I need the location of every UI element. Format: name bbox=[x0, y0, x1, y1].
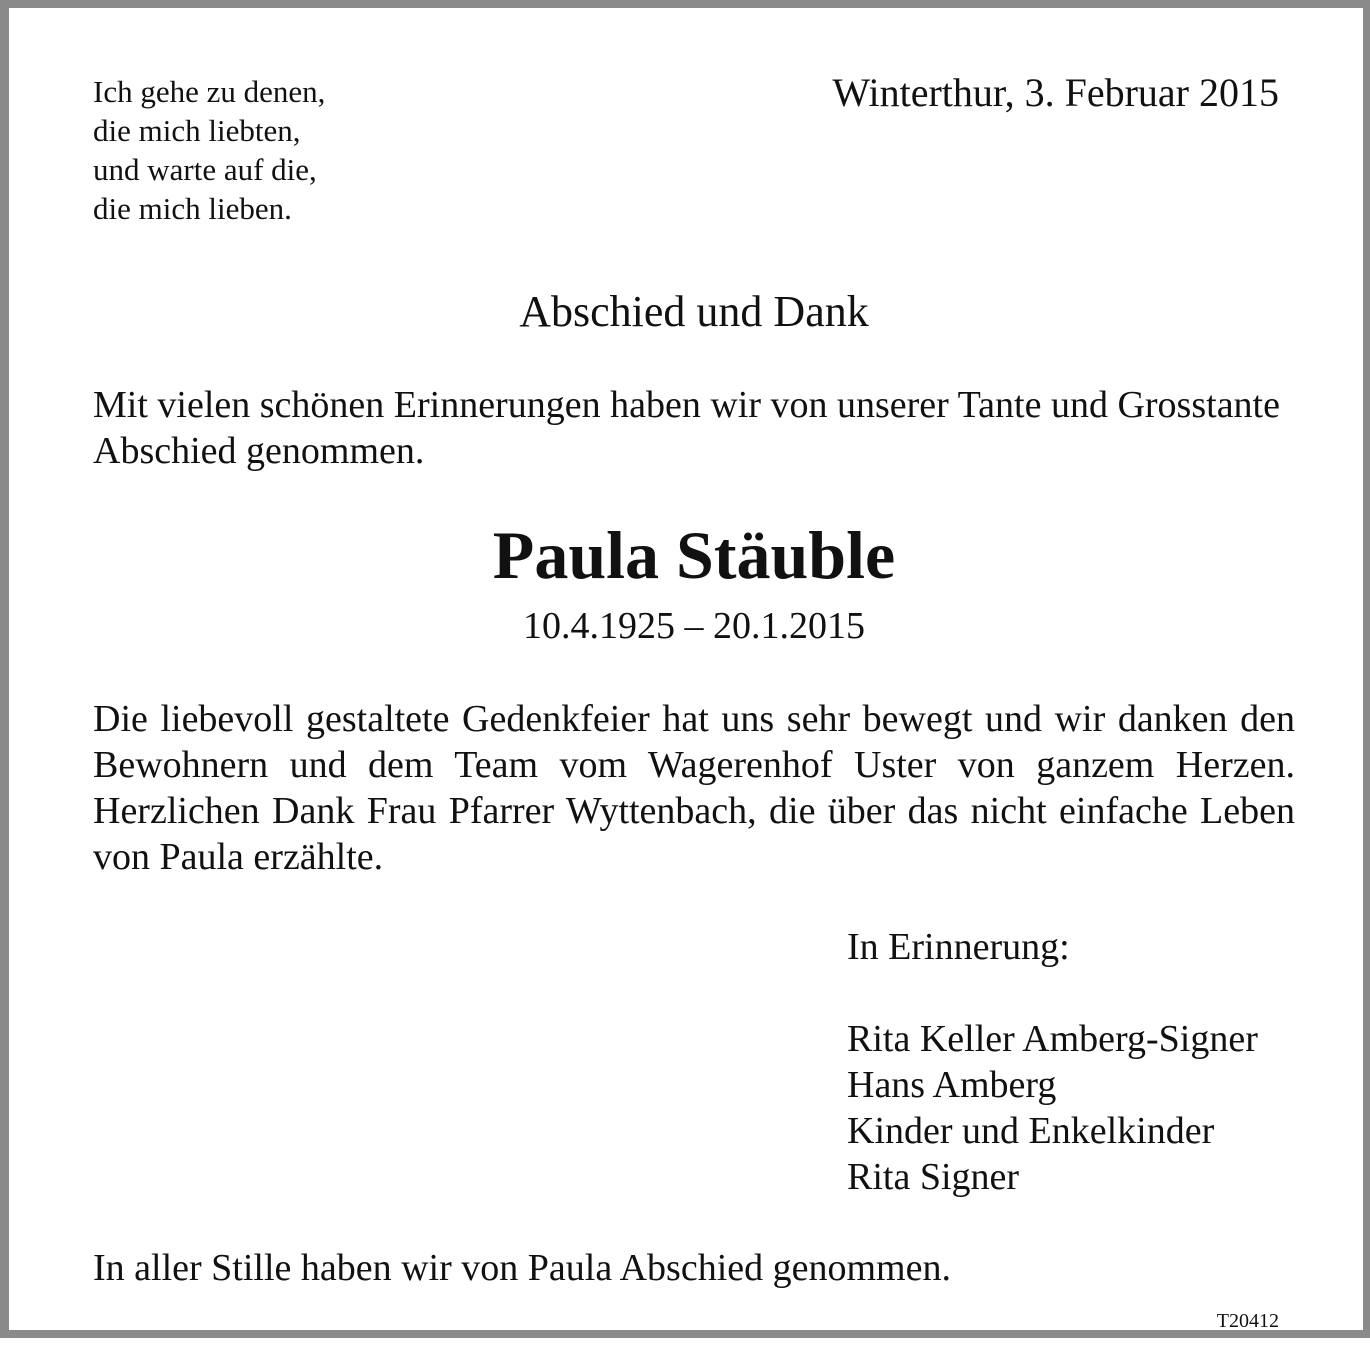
signer-name: Rita Signer bbox=[847, 1156, 1020, 1198]
motto-line: Ich gehe zu denen, bbox=[93, 74, 326, 109]
motto-line: und warte auf die, bbox=[93, 152, 317, 187]
signature-block bbox=[847, 924, 1258, 1200]
motto-poem bbox=[93, 72, 325, 228]
motto-line: die mich lieben. bbox=[93, 191, 292, 226]
intro-text: Mit vielen schönen Erinnerungen haben wir von unserer Tante und Grosstante Abschied genommen. bbox=[93, 384, 1280, 472]
motto-line: die mich liebten, bbox=[93, 113, 301, 148]
thanks-text: Die liebevoll gestaltete Gedenkfeier hat uns sehr bewegt und wir danken den Bewohnern und dem Team vom Wagerenhof Uster von ganzem Herzen. Herzlichen Dank Frau Pfarrer Wyttenbach, die über das nicht einfache Leben von Paula erzählte. bbox=[93, 698, 1295, 878]
notice-heading: Abschied und Dank bbox=[519, 287, 869, 336]
signer-name: Hans Amberg bbox=[847, 1064, 1057, 1106]
signature-label: In Erinnerung: bbox=[847, 926, 1070, 968]
deceased-name: Paula Stäuble bbox=[492, 517, 896, 593]
reference-code: T20412 bbox=[1216, 1310, 1279, 1332]
life-dates: 10.4.1925 – 20.1.2015 bbox=[523, 605, 865, 647]
closing-text: In aller Stille haben wir von Paula Abschied genommen. bbox=[93, 1247, 951, 1289]
signer-name: Rita Keller Amberg-Signer bbox=[847, 1018, 1258, 1060]
place-date: Winterthur, 3. Februar 2015 bbox=[832, 70, 1279, 115]
signer-name: Kinder und Enkelkinder bbox=[847, 1110, 1215, 1152]
